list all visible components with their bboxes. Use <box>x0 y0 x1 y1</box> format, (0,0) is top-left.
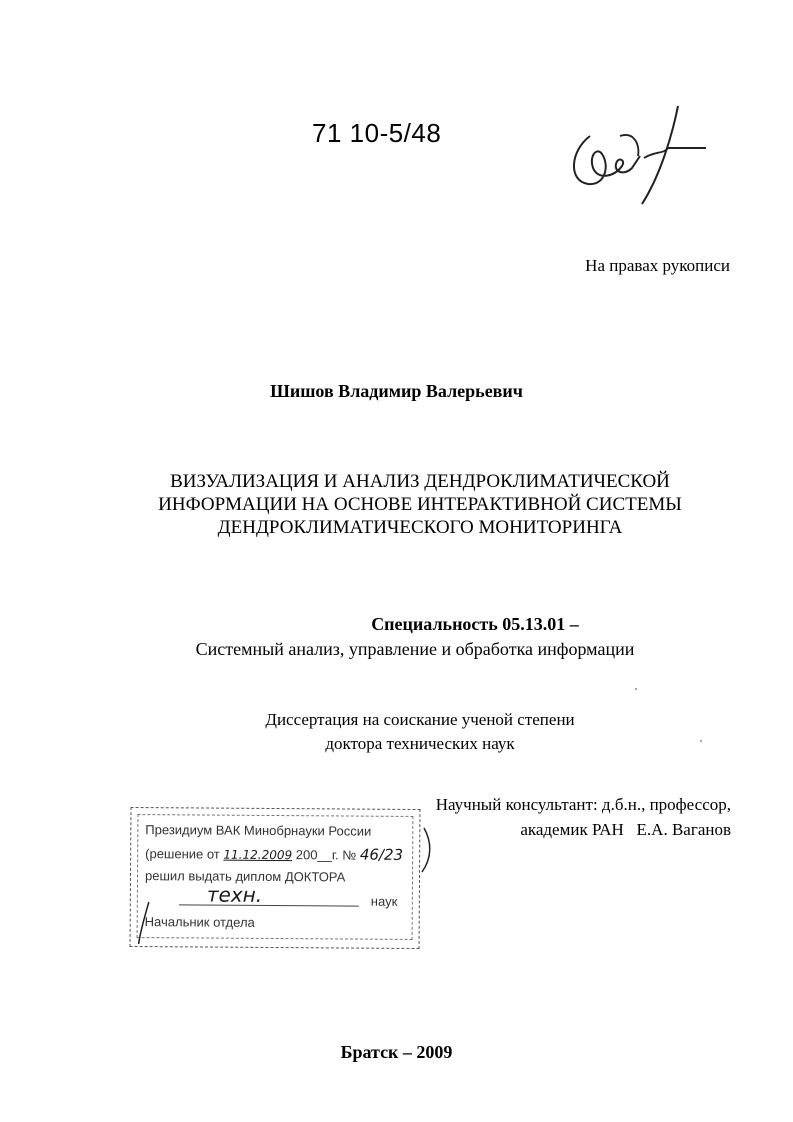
stamp-line-5: Начальник отдела <box>144 914 255 930</box>
stamp-decision-number: 46/23 <box>359 845 404 864</box>
dissertation-title <box>140 470 700 539</box>
author-name: Шишов Владимир Валерьевич <box>270 381 523 401</box>
title-line: ВИЗУАЛИЗАЦИЯ И АНАЛИЗ ДЕНДРОКЛИМАТИЧЕСКОЙ <box>170 471 670 492</box>
title-line: ДЕНДРОКЛИМАТИЧЕСКОГО МОНИТОРИНГА <box>217 517 623 538</box>
stamp-decision-date: 11.12.2009 <box>223 847 293 863</box>
pen-bracket-mark <box>418 826 448 874</box>
stamp-line-1: Президиум ВАК Минобрнауки России <box>145 822 372 839</box>
stamp-science-handwritten: техн. <box>206 882 263 907</box>
paper-speck <box>700 740 702 742</box>
paper-speck <box>635 688 637 690</box>
title-line: ИНФОРМАЦИИ НА ОСНОВЕ ИНТЕРАКТИВНОЙ СИСТЕМЫ <box>158 494 682 515</box>
stamp-line-3: решил выдать диплом ДОКТОРА <box>144 868 346 885</box>
degree-block <box>150 708 690 756</box>
consultant-block <box>436 792 731 842</box>
stamp-science-suffix: наук <box>370 893 398 909</box>
city-year: Братск – 2009 <box>340 1042 453 1062</box>
consultant-line-2: академик РАН Е.А. Ваганов <box>520 820 731 839</box>
specialty-block <box>150 612 680 662</box>
degree-line-1: Диссертация на соискание ученой степени <box>265 710 575 729</box>
specialty-code: Специальность 05.13.01 – <box>371 614 579 634</box>
specialty-name: Системный анализ, управление и обработка информации <box>195 639 635 659</box>
vak-stamp <box>130 807 421 949</box>
consultant-line-1: Научный консультант: д.б.н., профессор, <box>435 795 731 814</box>
stamp-decision-line <box>145 844 403 864</box>
rights-note: На правах рукописи <box>585 256 730 275</box>
degree-line-2: доктора технических наук <box>325 734 515 753</box>
stamp-decision-prefix: (решение от <box>145 846 220 862</box>
archive-code: 71 10-5/48 <box>312 118 442 148</box>
stamp-pen-stroke <box>135 900 155 946</box>
signature <box>560 96 710 216</box>
stamp-year-label: 200__г. № <box>295 847 357 863</box>
